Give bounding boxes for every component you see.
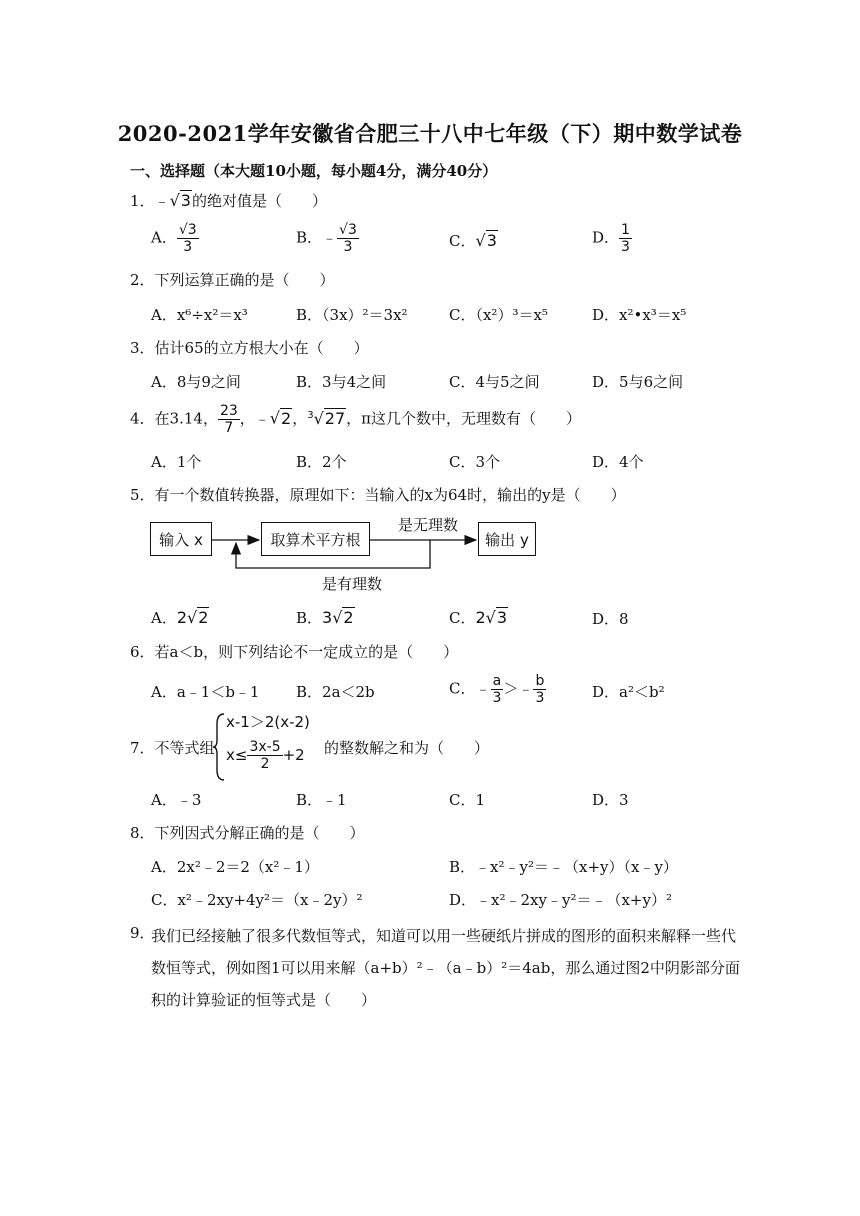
question-text: ，﹣ [239,409,270,428]
radicand: 2 [198,608,209,627]
denominator: 3 [343,239,353,255]
option-c [449,673,546,706]
option-c [449,230,498,251]
denominator: 3 [183,239,193,255]
numerator: 23 [219,403,238,419]
option-label: C． [449,609,476,627]
question-2 [130,269,335,290]
denominator: 7 [224,420,234,436]
question-text: 下列因式分解正确的是（ ） [154,824,365,842]
option-c [449,607,508,628]
root-index: 3 [307,409,314,421]
fraction [218,403,240,436]
option-label: D． [592,228,620,247]
radical: √3 [169,191,191,210]
option-label: A． [151,609,177,627]
option-b: B．﹣1 [296,791,347,809]
option-a: A．a﹣1＜b﹣1 [151,683,260,701]
fraction [491,673,504,706]
radical-expression: 2√3 [475,608,508,627]
denominator: 3 [492,690,502,706]
no-label: 是有理数 [322,575,383,593]
fraction [533,673,546,706]
option-c: C．1 [449,791,486,809]
option-a: A．﹣3 [151,791,202,809]
option-d [592,222,632,255]
option-label: B． [296,609,323,627]
question-number: 1． [130,192,155,210]
option-d: D．a²＜b² [592,683,665,701]
yes-label: 是无理数 [398,516,459,534]
question-number: 8． [130,824,155,842]
radicand: 2 [281,408,292,428]
inequality-line-1: x-1＞2(x-2) [226,713,310,731]
question-text: ，π这几个数中，无理数有（ ） [346,409,582,428]
question-number: 4． [130,409,155,428]
option-value: 8 [619,610,629,628]
inequality-line-2 [226,739,305,772]
radicand: 3 [180,191,191,210]
option-d: D．4个 [592,453,644,471]
radicand: 27 [324,408,346,428]
question-number: 7． [130,739,155,757]
option-b: B．﹣x²﹣y²＝﹣（x+y）（x﹣y） [449,858,678,876]
question-number: 6． [130,643,155,661]
option-b [296,222,359,255]
option-a: A．x⁶÷x²＝x³ [151,306,248,324]
option-d: D．﹣x²﹣2xy﹣y²＝﹣（x+y）² [449,891,672,909]
cube-root: $^3$√27 [307,408,346,428]
process-box: 取算术平方根 [261,522,370,556]
question-text: 不等式组 [154,739,215,757]
option-b: B．2个 [296,453,347,471]
numerator: √3 [178,222,197,238]
option-b: B．（3x）²＝3x² [296,306,408,324]
question-text: ， [292,409,308,428]
section-heading: 一、选择题（本大题10小题，每小题4分，满分40分） [130,162,498,180]
option-a [151,222,199,255]
option-label: B． [296,228,323,247]
option-d [592,608,629,629]
option-c: C．x²﹣2xy+4y²＝（x﹣2y）² [151,891,363,909]
minus-sign: ﹣ [475,679,491,698]
question-text: 若a＜b，则下列结论不一定成立的是（ ） [154,643,459,661]
option-a [151,607,209,628]
question-number: 5． [130,486,155,504]
option-label: C． [449,232,476,250]
option-label: C． [449,679,476,698]
question-5 [130,484,626,505]
option-d: D．x²•x³＝x⁵ [592,306,687,324]
denominator: 3 [621,239,630,255]
radicand: 3 [496,608,508,627]
question-1 [130,190,327,211]
question-text: 下列运算正确的是（ ） [154,271,335,289]
radical: √3 [475,231,497,250]
numerator: 3x-5 [249,739,281,755]
option-d: D．5与6之间 [592,373,684,391]
question-text: 有一个数值转换器，原理如下：当输入的x为64时，输出的y是（ ） [154,486,626,504]
input-box: 输入 x [150,522,212,556]
question-text: 的绝对值是（ ） [191,192,327,210]
coefficient: 2 [176,608,188,627]
numerator: 1 [621,222,630,238]
radicand: 3 [486,231,497,250]
minus-sign: ﹣ [322,228,338,247]
fraction [337,222,359,255]
option-label: D． [592,610,620,628]
radical-expression: 2√2 [176,608,209,627]
radical: √2 [269,408,292,428]
question-9-text: 我们已经接触了很多代数恒等式，知道可以用一些硬纸片拼成的图形的面积来解释一些代数恒等式，例如图1可以用来解（a+b）²﹣（a﹣b）²＝4ab，那么通过图2中阴影部分面积的计算验证的恒等式是（ ） [151,927,740,1009]
coefficient: 3 [322,608,333,627]
option-b [296,607,355,628]
question-4 [130,403,581,436]
question-text: 估计65的立方根大小在（ ） [154,339,369,357]
option-c: C．（x²）³＝x⁵ [449,306,548,324]
operator: ＞﹣ [503,679,534,698]
option-c: C．3个 [449,453,501,471]
question-number: 2． [130,271,155,289]
question-7-prefix [130,737,215,758]
fraction [247,739,282,772]
numerator: b [533,673,546,690]
inequality-tail: +2 [282,746,305,764]
radical-expression: 3√2 [322,608,354,627]
option-b: B．2a＜2b [296,683,375,701]
coefficient: 2 [475,608,486,627]
option-c: C．4与5之间 [449,373,540,391]
option-a: A．1个 [151,453,202,471]
question-number: 3． [130,339,155,357]
question-3 [130,337,369,358]
radicand: 2 [343,608,354,627]
question-6 [130,641,458,662]
question-text: 在3.14， [154,409,218,428]
brace [212,712,226,782]
inequality-lhs: x≤ [226,746,248,764]
option-label: A． [151,228,177,247]
numerator: a [491,673,504,690]
minus-sign: ﹣ [154,192,170,210]
denominator: 3 [535,690,545,706]
question-7-text: 的整数解之和为（ ） [324,739,490,757]
option-b: B．3与4之间 [296,373,387,391]
question-8 [130,822,365,843]
fraction [619,222,632,255]
option-a: A．8与9之间 [151,373,241,391]
question-9-number: 9． [130,924,155,942]
page-title: 2020-2021学年安徽省合肥三十八中七年级（下）期中数学试卷 [117,121,743,146]
option-d: D．3 [592,791,629,809]
fraction [177,222,199,255]
numerator: √3 [339,222,357,238]
output-box: 输出 y [478,522,536,556]
denominator: 2 [260,756,270,772]
option-a: A．2x²﹣2＝2（x²﹣1） [151,858,319,876]
